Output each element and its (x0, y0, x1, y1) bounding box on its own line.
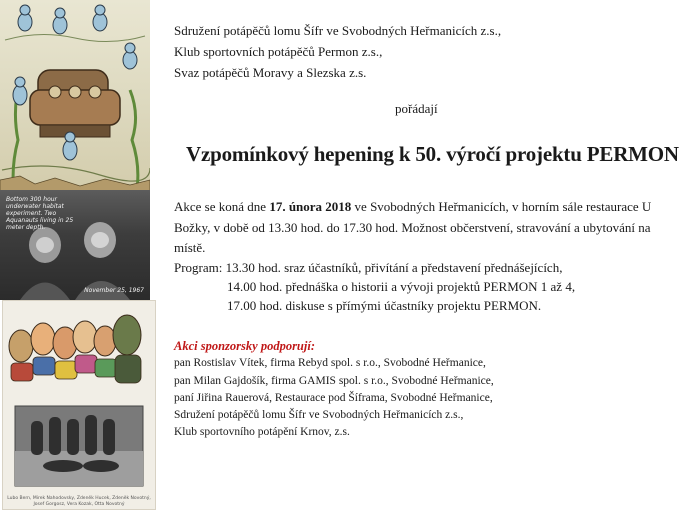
event-date: 17. února 2018 (269, 199, 352, 214)
sponsor-line-3: paní Jiřina Rauerová, Restaurace pod Šíframa, Svobodné Heřmanice, (174, 392, 493, 404)
details-line-3: místě. (174, 240, 206, 255)
crew-panel (2, 300, 156, 510)
photo-date: November 25, 1967 (84, 287, 144, 294)
sponsor-line-2: pan Milan Gajdošík, firma GAMIS spol. s r.o., Svobodné Heřmanice, (174, 375, 494, 387)
organizes-label: pořádají (395, 101, 438, 116)
program-line-1: Program: 13.30 hod. sraz účastníků, přivítání a představení přednášejících, (174, 260, 563, 275)
crew-cartoon (3, 301, 155, 501)
organizer-line-2: Klub sportovních potápěčů Permon z.s., (174, 44, 383, 59)
organizer-line-1: Sdružení potápěčů lomu Šífr ve Svobodných Heřmanicích z.s., (174, 23, 502, 38)
organizer-line-3: Svaz potápěčů Moravy a Slezska z.s. (174, 65, 367, 80)
details-line-2: Božky, v době od 13.30 hod. do 17.30 hod. Možnost občerstvení, stravování a ubytování na (174, 220, 651, 235)
crew-caption: Lubo Bern, Mirek Nahodovsky, Zdeněk Hucek, Zdeněk Novotný, Josef Gorgosz, Vera Kozak, Otta Novotný (7, 496, 151, 507)
program-line-2: 14.00 hod. přednáška o historii a vývoji projektů PERMON 1 až 4, (227, 279, 576, 294)
photo-caption: Bottom 300 hour underwater habitat experiment. Two Aquanauts living in 25 meter depth. (6, 196, 74, 231)
illustration-column (0, 0, 160, 510)
historical-photo (0, 190, 150, 300)
sponsor-line-1: pan Rostislav Vítek, firma Rebyd spol. s r.o., Svobodné Heřmanice, (174, 357, 486, 369)
sponsor-line-4: Sdružení potápěčů lomu Šífr ve Svobodných Heřmanicích z.s., (174, 409, 464, 421)
details-line-1 (174, 199, 651, 215)
details-line-1-end: ve Svobodných Heřmanicích, v horním sále restaurace U (351, 199, 652, 214)
details-line-1-start: Akce se koná dne (174, 199, 270, 214)
event-title: Vzpomínkový hepening k 50. výročí projektu PERMON (186, 142, 679, 166)
sponsor-line-5: Klub sportovního potápění Krnov, z.s. (174, 426, 350, 438)
sponsors-heading: Akci sponzorsky podporují: (174, 339, 315, 353)
program-line-3: 17.00 hod. diskuse s přímými účastníky projektu PERMON. (227, 298, 542, 313)
